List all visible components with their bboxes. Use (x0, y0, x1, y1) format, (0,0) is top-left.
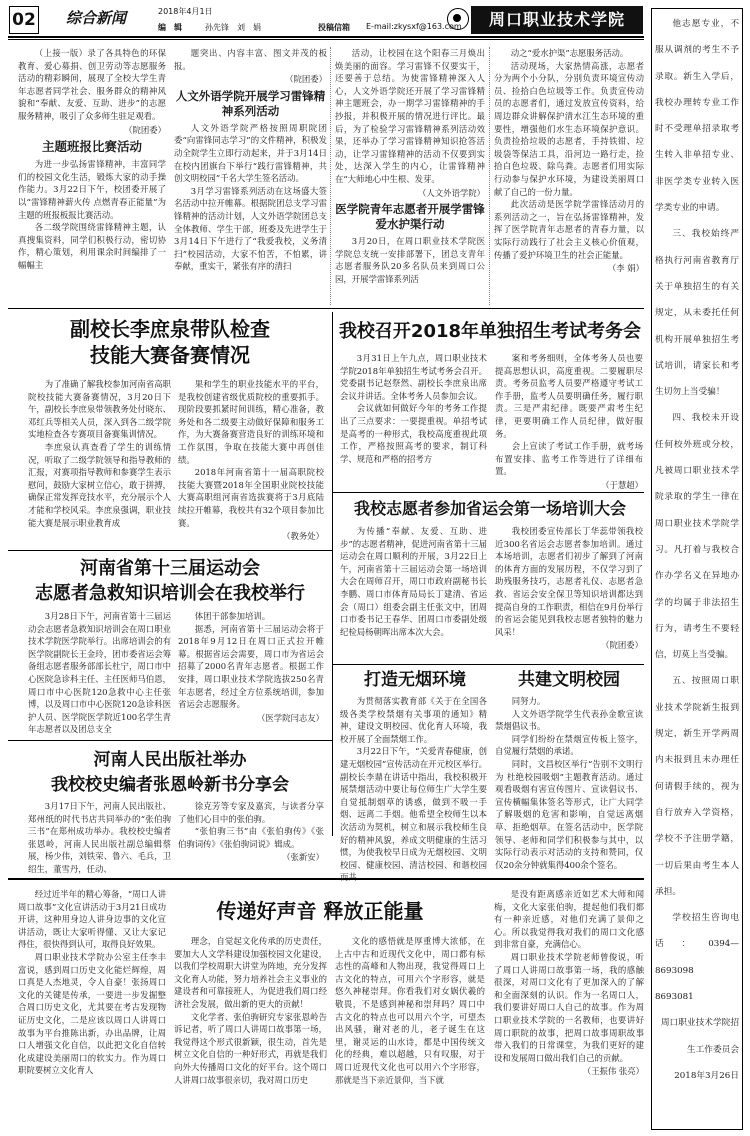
first-aid-article-column-2 (178, 610, 324, 735)
paragraph: 是没有距离感亲近如艺术大师和闻梅，文化大家张伯驹，提起他们我们都有一种亲近感，对他们充满了景仰之心。所以我觉得我对我们的周口文化感到非常自豪，充满信心。 (494, 889, 644, 950)
headline-book-sharing (20, 748, 320, 798)
headline-vice-principal-inspection (20, 316, 320, 368)
li-article-column-2 (178, 378, 324, 548)
notice-date: 2018年3月26日 (674, 1070, 739, 1081)
smoke-free-column-2 (495, 695, 643, 870)
paragraph: 为传播“奉献、友爱、互助、进步”的志愿者精神，促进河南省第十三届运动会在周口顺利的开展，3月22日上午，河南省第十三届运动会第一场培训大会在周师召开，周口市政府副秘书长李鹏、周口市体育局局长丁建清、省运会（周口）组委会副主任张文中，团周口市委书记王春华、团周口市委副处级纪检局杨朝晖出席本次大会。 (340, 526, 487, 637)
section-rule (333, 664, 644, 665)
byline: （医学院闫志友） (257, 712, 324, 723)
paragraph: 徐克芳等专家及嘉宾，与读者分享了他们心目中的张伯驹。 (178, 801, 324, 824)
section-rule (8, 740, 332, 741)
header-rule (8, 36, 644, 38)
headline-line-1: 副校长李庶泉带队检查 (70, 317, 270, 341)
headline-line-1: 河南人民出版社举办 (93, 750, 247, 770)
li-article-column-1 (28, 378, 171, 548)
paragraph: 3月22日下午，“关爱青春健康，创建无烟校园”宣传活动在开元校区举行。副校长李鼎在讲话中指出，我校积极开展禁烟活动中要让每位师生广大学生要自觉抵制烟草的诱惑，做到不吸一手烟、远离二手烟。他希望全校师生以本次活动为契机，树立和展示我校师生良好的精神风貌，养成文明健康的生活习惯，为使我校早日成为无烟校园、文明校园、健康校园、清洁校园、和谐校园而共 (340, 746, 487, 883)
byline: （王振伟 张亮） (582, 1066, 644, 1077)
paragraph: 3月31日上午九点，周口职业技术学院2018年单独招生考试考务会召开。党委副书记赵祭然、副校长李庶泉出席会议并讲话。全体考务人员参加会议。 (340, 353, 487, 401)
paragraph: 文化的感悟就是厚重博大浓郁，在上古中古和近现代文化中，周口都有标志性的高峰和人物出现，我觉得周口上古文化的特点，可用六个字形容，就是悠久神秘崇拜。你看我们对女娲伏羲的敬畏，不是感到神秘和崇拜吗？周口中古文化的特点也可以用六个字，可望杰出风骚，谢对老的儿，老子诞生在这里，谢灵运的山水诗，都是中国传统文化的经典，难以超越，只有叹服，对于周口近现代文化也可以用六个字形容，那就是当下亲近景仰，当下就 (335, 936, 485, 1085)
paragraph: 理念，自觉起文化传承的历史责任，要加大人文学科建设加强校园文化建设，以我们学校周职大讲堂为阵地，充分发挥文化育人功能，努力培养社会主义事业的建设者和可靠接班人，为促进我们周口经济社会发展，做出新的更大的贡献！ (174, 936, 327, 1009)
top-column-2 (174, 47, 327, 304)
paragraph: 3月20日，在周口职业技术学院医学院总支统一安排部署下，团总支青年志愿者服务队20多名队员来到周口公园，开展学雷锋系列活 (335, 236, 485, 284)
byline: （张新安） (282, 852, 324, 863)
paragraph: “张伯驹三书”由《张伯驹传》《张伯驹词传》《张伯驹词说》辑成。 (178, 826, 324, 849)
paragraph: 据悉，河南省第十三届运动会将于2018年9月12日在周口正式拉开帷幕。根据省运会需要，周口市为省运会招募了2000名青年志愿者。根据工作安排，周口职业技术学院选拔250名青年志愿者，经过全方位系统培训，参加省运会志愿服务。 (178, 623, 324, 710)
paragraph: 周口职业技术学院办公室主任李丰富说，感到周口历史文化能烂辉煌，周口真是人杰地灵，令人自豪！张扬周口文化的关键是传承，一要进一步发掘整合周口历史文化，尤其要在考古发现物证历史文化，二是应该以周口人讲周口故事为平台推陈出新，办出品牌，让周口人增强文化自信，以此把文化自信转化成建设美丽周口的软实力。作为周口职院要树立文化育人 (18, 951, 166, 1076)
issue-date: 2018年4月1日 (158, 7, 213, 16)
byline: （院团委） (601, 640, 643, 651)
page-number: 02 (9, 6, 39, 34)
admissions-notice-column (651, 8, 743, 1130)
positive-energy-column-2 (174, 935, 327, 1128)
paragraph: 李庶泉认真查看了学生的训练情况，听取了二级学院领导和指导教师的汇报，对赛项指导教师和参赛学生表示慰问，鼓励大家树立信心，敢于拼搏，确保正常发挥竞技水平，充分展示个人才能和学校风采。李庶泉强调，职业技能大赛是展示职业教育成 (28, 441, 171, 528)
paragraph: 体团干部参加培训。 (194, 611, 271, 621)
headline-line-2: 技能大赛备赛情况 (90, 343, 250, 367)
paragraph: 同时，文昌校区举行“告别不文明行为 杜绝校园吸烟”主题教育活动。通过观看吸烟有害宣传图片、宣读倡议书、宣传横幅集体签名等形式，让广大同学了解吸烟的危害和影响，自觉远离烟草、拒绝烟草。在签名活动中，医学院领导、老师和同学们积极参与其中，以实际行动表示对活动的支持和赞同，仅仅20余分钟就集得400余个签名。 (495, 758, 643, 870)
byline: （院团委） (124, 124, 166, 135)
section-rule (333, 492, 644, 493)
paragraph: 2018年河南省第十一届高职院校技能大赛暨2018年全国职业院校技能大赛高职组河南省选拔赛将于3月底陆续拉开帷幕，我校共有32个项目参加比赛。 (178, 467, 324, 528)
headline-line-2: 我校校史编者张恩岭新书分享会 (51, 775, 289, 795)
positive-energy-column-4 (494, 888, 644, 1128)
paragraph: 我校团委宣传部长丁华蕊带领我校近300名省运会志愿者参加培训。通过本场培训，志愿者们初步了解到了河南的体育方面的发展历程，不仅学习到了助残服务技巧，志愿者礼仪、志愿者急救、省运会安全保卫等知识培训都达到提高自身的工作职责，相信在9月份举行的省运会能见到我校志愿者独特的魅力风采！ (495, 526, 643, 637)
paragraph: 题突出、内容丰富、图文并茂的板报。 (174, 48, 327, 71)
byline: （李 娟） (607, 263, 644, 274)
section-rule (8, 550, 332, 551)
paragraph: 果和学生的职业技能水平的平台，是我校创建省级优质院校的重要抓手。现阶段要抓紧时间训练，精心准备，教务处和各二级要主动做好保障和服务工作，为大赛备赛营造良好的训练环境和工作氛围，争取在技能大赛中再创佳绩。 (178, 379, 324, 465)
paragraph: 此次活动是医学院学雷锋活动月的系列活动之一，旨在弘扬雷锋精神，发挥了医学院青年志愿者的青春力量，以实际行动践行了社会主义核心价值观，传播了爱护环境卫生的社会正能量。 (494, 199, 644, 260)
top-column-1 (18, 47, 166, 304)
top-column-3 (335, 47, 485, 304)
email-address: E-mail:zkysxf@163.com (366, 22, 462, 31)
headline-positive-energy: 传递好声音 释放正能量 (216, 899, 424, 923)
paragraph: 会议就如何做好今年的考务工作提出了三点要求：一要提重视。单招考试是高考的一种形式，我校高度重视此项工作，严格按照高考的要求，制订科学、规范和严格的招考方 (340, 403, 487, 464)
top-column-4 (494, 47, 644, 304)
subheadline-banner-contest: 主题班报比赛活动 (41, 139, 142, 155)
paragraph: 为了准确了解我校参加河南省高职院校技能大赛备赛情况，3月20日下午，副校长李庶泉带领教务处付晓东、邓红兵等相关人员，深入到各二级学院实地检查各专赛项目备赛集训情况。 (28, 379, 171, 440)
paragraph: 人文外语学院学生代表孙金歌宣读禁烟倡议书。 (495, 708, 643, 732)
column-divider (330, 47, 331, 305)
editor-label: 编 辑 (158, 23, 182, 32)
positive-energy-column-1 (18, 888, 166, 1128)
headline-admission-exam-meeting: 我校召开2018年单独招生考试考务会 (338, 321, 642, 342)
paragraph: 五、按照周口职业技术学院新生报到规定，新生开学两周内未报到且未办理任何请假手续的，视为自行放弃入学资格，学校不予注册学籍，一切后果由考生本人承担。 (655, 676, 739, 897)
header-rule-thin (8, 39, 644, 40)
school-name-banner: 周口职业技术学院 (471, 6, 643, 34)
paragraph: 同努力。 (511, 696, 546, 706)
volunteer-article-column-2 (495, 525, 643, 660)
paragraph: 学校招生咨询电话：0394—8693098 8693081 (655, 913, 739, 1002)
paragraph: 各二级学院围绕雷锋精神主题，认真搜集资料，同学们积极行动，密切协作，精心策划，利用课余时间编排了一幅幅主 (18, 222, 166, 270)
paragraph: 人文外语学院严格按照周职院团委“向雷锋同志学习”的文件精神，积极发动全院学生立即行动起来，并于3月14日在校内团旗台下举行“践行雷锋精神，共创文明校园”千名大学生签名活动。 (174, 122, 327, 184)
vertical-section-rule (332, 312, 333, 836)
paragraph: 动之“爱水护渠”志愿服务活动。 (510, 48, 629, 58)
book-article-column-2 (178, 800, 324, 870)
paragraph: 3月17日下午，河南人民出版社、郑州纸的时代书店共同举办的“张伯驹三书”在郑州成功举办。我校校史编者张恩岭，河南人民出版社副总编辑蔡展，杨少伟，刘铁荣、鲁六、毛兵，卫绍生，董雪丹，任动、 (28, 801, 171, 874)
paragraph: 活动，让校园在这个阳春三月焕出焕美丽的面容。学习雷锋不仅要实干，还要善于总结。为使雷锋精神深入人心，人文外语学院还开展了学习雷锋精神主题班会，办一期学习雷锋精神的手抄报，并积极开展的情况进行评比。最后，为了检验学习雷锋精神系列活动效果，还举办了学习雷锋精神知识抢答活动，让学习雷锋精神的活动不仅要到实处，达深入学生的内心，让雷锋精神在“大师地心中生根、发芽。 (335, 48, 485, 184)
editor-names: 孙先锋 刘 娟 (205, 23, 261, 32)
subheadline-water-protection: 医学院青年志愿者开展学雷锋爱水护渠行动 (335, 202, 485, 232)
paragraph: 四、我校未开设任何校外班或分校，凡被周口职业技术学院录取的学生一律在周口职业技术学院学习。凡打着与我校合作办学名义在异地办学的均属于非法招生行为，请考生不要轻信，切莫上当受骗。 (655, 413, 739, 661)
headline-volunteer-training: 我校志愿者参加省运会第一场培训大会 (353, 499, 626, 518)
notice-signature: 周口职业技术学院招生工作委员会 (660, 1018, 739, 1055)
paragraph: 文化学者、张伯驹研究专家张恩岭告诉记者，听了周口人讲周口故事第一场，我觉得这个形式很新颖，很生动，首先是树立文化自信的一种好形式，再就是我们向外大传播周口文化的好平台。这个周口人讲周口故事很亲切，我对周口历史 (174, 1011, 327, 1085)
paragraph: 为进一步弘扬雷锋精神，丰富同学们的校园文化生活，锻炼大家的动手操作能力。3月22日下午，校团委开展了以“雷锋精神薪火传 点燃青春正能量”为主题的班报板报比赛活动。 (18, 159, 166, 220)
headline-smoke-free: 打造无烟环境 (364, 670, 466, 690)
smoke-free-column-1 (340, 695, 487, 883)
email-label: 投稿信箱 (318, 23, 350, 32)
column-divider (489, 47, 490, 305)
headline-line-2: 志愿者急救知识培训会在我校举行 (35, 583, 305, 604)
subheadline-leifeng-activities: 人文外语学院开展学习雷锋精神系列活动 (175, 88, 326, 118)
volunteer-article-column-1 (340, 525, 487, 660)
paragraph: 同学们纷纷在禁烟宣传板上签字，自觉履行禁烟的承诺。 (495, 733, 643, 757)
byline: （院团委） (285, 74, 327, 85)
paragraph: 经过近半年的精心筹备，“周口人讲周口故事”文化宣讲活动于3月21日成功开讲，这种用身边人讲身边事的文化宣讲活动，既让大家听得懂、又让大家记得住，很快得到认可，取得良好效果。 (18, 889, 166, 950)
paragraph: 为贯彻落实教育部《关于在全国各级各类学校禁烟有关事项的通知》精神，建设文明校园、优化育人环境，我校开展了全面禁烟工作。 (340, 696, 487, 744)
headline-civilized-campus: 共建文明校园 (518, 670, 620, 690)
paragraph: 他志愿专业，不服从调剂的考生不予录取。新生入学后，我校办理转专业工作时不受理单招录取考生转入非单招专业、非医学类专业转入医学类专业的申请。 (655, 19, 739, 214)
section-rule (8, 878, 644, 880)
book-article-column-1 (28, 800, 171, 874)
byline: （教务处） (282, 531, 324, 542)
headline-first-aid-training (20, 556, 320, 606)
paragraph: （上接一版）录了各具特色的环保教育、爱心募捐、创卫劳动等志愿服务活动的精彩瞬间，展现了全校大学生青年志愿者同学社会、服务群众的精神风貌和“奉献、友爱、互助、进步”的志愿服务精神，吸引了众多师生驻足观看。 (18, 48, 166, 121)
paragraph: 活动现场，大家热情高涨，志愿者分为两个小分队，分别负责环境宣传动员、捡拾白色垃圾等工作。负责宣传动员的志愿者们，通过发放宣传资料，给周边群众讲解保护清水江生态环境的重要性，增强他们水生态环境保护意识。负责捡拾垃圾的志愿者，手持铁钳、垃圾袋等保洁工具，沿河边一路行走，捡拾白色垃圾、除鸟粪。志愿者们用实际行动参与保护水环境，为建设美丽周口献了自己的一份力量。 (494, 60, 644, 197)
exam-article-column-1 (340, 352, 487, 487)
first-aid-article-column-1 (28, 610, 171, 735)
paragraph: 三、我校始终严格执行河南省教育厅关于单独招生的有关规定，从未委托任何机构开展单独招生考试培训，请家长和考生切勿上当受骗！ (655, 229, 739, 398)
section-rule (8, 308, 644, 309)
headline-line-1: 河南省第十三届运动会 (80, 558, 260, 579)
byline: （人文外语学院） (418, 187, 485, 198)
paragraph: 会上宣读了考试工作手册，就考场布置安排、监考工作等进行了详细布置。 (495, 441, 643, 477)
section-name: 综合新闻 (66, 9, 127, 27)
paragraph: 案和考务细则，全体考务人员也要提高思想认识，高度重视。二要履职尽责。考务员监考人员要严格遵守考试工作手册，监考人员要明确任务，履行职责。三是严肃纪律。既要严肃考生纪律，更要明确工作人员纪律，做好服务。 (495, 353, 643, 439)
positive-energy-column-3 (335, 935, 485, 1128)
paragraph: 周口职业技术学院老师曾俊说，听了周口人讲周口故事第一场，我的感触很深，对周口文化有了更加深入的了解和全面深刻的认识。作为一名周口人，我们要讲好周口人自己的故事。作为周口职业技术学院的一名教师，也要讲好周口职院的故事，把周口故事周职故事带入我们的日常课堂，为我们更好的建设和发展周口做出我们自己的贡献。 (494, 951, 644, 1063)
byline: （于慧超） (601, 479, 643, 490)
school-logo (447, 8, 469, 30)
admissions-notice-text (655, 11, 739, 1089)
paragraph: 3月学习雷锋系列活动在这场盛大签名活动中拉开帷幕。根据院团总支学习雷锋精神的活动计划，人文外语学院团总支全体教师、学生干部，班委及先进学生于3月14日下午进行了“我爱我校，义务清扫”校园活动，大家不怕苦，不怕累，讲奉献，重实干，紧张有序的清扫 (174, 185, 327, 272)
exam-article-column-2 (495, 352, 643, 490)
paragraph: 3月28日下午，河南省第十三届运动会志愿者急救知识培训会在周口职业技术学院医学院举行。出席培训会的有医学院副院长王金玲，团市委省运会筹备组志愿者服务部部长杜宁，周口市中心医院急诊科主任、主任医师马伯恩，周口市中心医院120急救中心主任张博，以及周口市中心医院120急诊科医护人员、医学院医学院近100名学生青年志愿者以及团总支全 (28, 611, 171, 735)
